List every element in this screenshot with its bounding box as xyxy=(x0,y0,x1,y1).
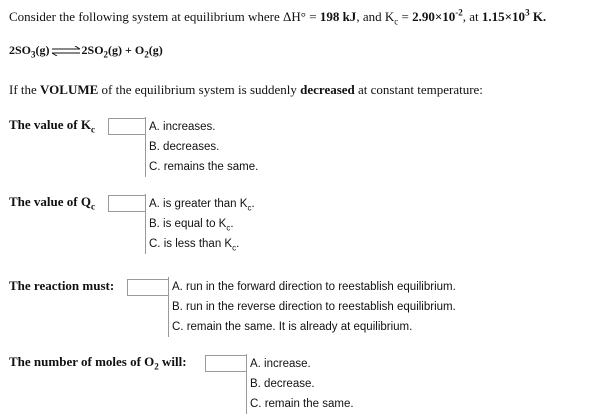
q3-label xyxy=(9,278,114,294)
q3-answer-input[interactable] xyxy=(127,279,169,296)
q2-label xyxy=(9,194,95,210)
question-volume: VOLUME xyxy=(40,82,99,97)
question-decreased: decreased xyxy=(300,82,355,97)
reactant-state: (g) xyxy=(35,43,50,57)
q2-option-a-subscript: c xyxy=(247,203,252,213)
q4-label xyxy=(9,354,187,370)
problem-statement xyxy=(9,9,546,25)
q2-option-b xyxy=(149,214,255,234)
q3-option-b: B. run in the reverse direction to reestablish equilibrium. xyxy=(172,301,456,313)
enthalpy-value: 198 kJ xyxy=(319,9,357,24)
q2-option-a xyxy=(149,194,255,214)
q4-options xyxy=(246,354,354,414)
q4-answer-input[interactable] xyxy=(205,355,247,372)
reactant: 2SO xyxy=(9,43,32,57)
product-2: O xyxy=(134,43,145,57)
q3-label-text: The reaction must: xyxy=(9,278,115,293)
q4-option-c: C. remain the same. xyxy=(250,398,354,410)
q2-option-b-text: B. is equal to K xyxy=(149,218,227,230)
q2-option-a-period: . xyxy=(251,198,255,210)
question-suffix: at constant temperature: xyxy=(354,82,483,97)
q2-label-subscript: c xyxy=(90,201,95,212)
q4-label-text: The number of moles of O xyxy=(9,354,155,369)
q1-label xyxy=(9,117,95,133)
reactant-subscript: 3 xyxy=(31,49,36,60)
kc-exponent: -2 xyxy=(455,7,463,18)
q2-option-a-text: A. is greater than K xyxy=(149,198,248,210)
product-1-state: (g) xyxy=(108,43,123,57)
question-middle: of the equilibrium system is suddenly xyxy=(98,82,301,97)
q2-answer-input[interactable] xyxy=(108,195,146,212)
chemical-equation xyxy=(9,43,163,58)
intro-text-k: , and K xyxy=(356,9,395,24)
intro-text: Consider the following system at equilibrium where ΔH° = xyxy=(9,9,320,24)
intro-equals: = xyxy=(398,9,413,24)
q2-option-c-subscript: c xyxy=(232,243,237,253)
temperature-value: 1.15×10 xyxy=(481,9,526,24)
product-1-subscript: 2 xyxy=(103,49,109,60)
q2-label-text: The value of Q xyxy=(9,194,91,209)
plus-sign: + xyxy=(122,43,135,57)
q2-options xyxy=(145,194,255,254)
q4-label-suffix: will: xyxy=(158,354,187,369)
temperature-exponent: 3 xyxy=(525,7,530,18)
q2-option-b-subscript: c xyxy=(226,223,231,233)
q1-label-subscript: c xyxy=(90,124,95,135)
question-text xyxy=(9,82,483,98)
q1-option-b: B. decreases. xyxy=(149,141,220,153)
intro-at: , at xyxy=(462,9,482,24)
q4-option-a: A. increase. xyxy=(250,358,311,370)
q4-label-subscript: 2 xyxy=(154,361,159,372)
q3-options xyxy=(168,277,456,337)
q1-options xyxy=(145,117,258,177)
q2-option-b-period: . xyxy=(230,218,234,230)
product-2-state: (g) xyxy=(148,43,163,57)
q2-option-c-period: . xyxy=(236,238,240,250)
question-prefix: If the xyxy=(9,82,41,97)
k-subscript: c xyxy=(394,16,399,27)
q1-option-c: C. remains the same. xyxy=(149,161,259,173)
temperature-unit: K. xyxy=(529,9,547,24)
product-2-subscript: 2 xyxy=(144,49,149,60)
q1-answer-input[interactable] xyxy=(108,118,146,135)
q1-label-text: The value of K xyxy=(9,117,91,132)
q3-option-a: A. run in the forward direction to reestablish equilibrium. xyxy=(172,281,456,293)
equilibrium-arrow-icon xyxy=(51,46,81,56)
q1-option-a: A. increases. xyxy=(149,121,216,133)
kc-value: 2.90×10 xyxy=(412,9,456,24)
q3-option-c: C. remain the same. It is already at equilibrium. xyxy=(172,321,413,333)
q2-option-c-text: C. is less than K xyxy=(149,238,233,250)
q4-option-b: B. decrease. xyxy=(250,378,315,390)
q2-option-c xyxy=(149,234,255,254)
product-1: 2SO xyxy=(81,43,104,57)
